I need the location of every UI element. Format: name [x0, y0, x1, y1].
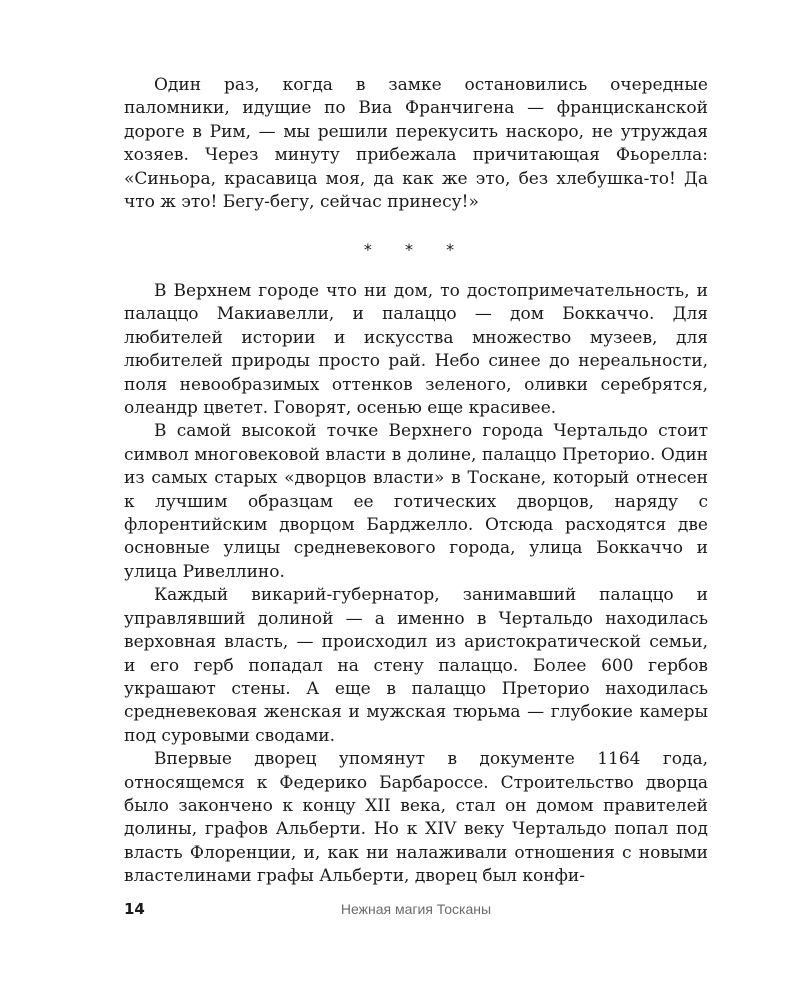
paragraph-history: Впервые дворец упомянут в документе 1164 года, относящемся к Федерико Барбароссе. Строительство дворца было закончено к концу XII века, стал он домом правителей долины, графов Альберти. Но к XIV веку Чертальдо попал под власть Флоренции, и, как ни налаживали отношения с новыми властелинами графы Альберти, дворец был конфи- — [124, 749, 708, 887]
section-separator: * * * — [363, 240, 469, 259]
paragraph-vicars: Каждый викарий-губернатор, занимавший палаццо и управлявший долиной — а именно в Чертальдо находилась верховная власть, — происходил из аристократической семьи, и его герб попадал на стену палаццо. Более 600 гербов украшают стены. А еще в палаццо Преторио находилась средневековая женская и мужская тюрьма — глубокие камеры под суровыми сводами. — [124, 585, 708, 746]
running-footer-title: Нежная магия Тосканы — [340, 901, 492, 917]
top-text-block — [124, 74, 708, 214]
paragraph-palazzo-pretorio: В самой высокой точке Верхнего города Чертальдо стоит символ многовековой власти в долине, палаццо Преторио. Один из самых старых «дворцов власти» в Тоскане, который отнесен к лучшим образцам ее готических дворцов, наряду с флорентийским дворцом Барджелло. Отсюда расходятся две основные улицы средневекового города, улица Боккаччо и улица Ривеллино. — [124, 421, 708, 582]
main-text-block — [124, 280, 708, 889]
paragraph-upper-town: В Верхнем городе что ни дом, то достопримечательность, и палаццо Макиавелли, и палаццо — дом Боккаччо. Для любителей истории и искусства множество музеев, для любителей природы просто рай. Небо синее до нереальности, поля невообразимых оттенков зеленого, оливки серебрятся, олеандр цветет. Говорят, осенью еще красивее. — [124, 281, 708, 419]
paragraph-pilgrims: Один раз, когда в замке остановились очередные паломники, идущие по Виа Франчигена — францисканской дороге в Рим, — мы решили перекусить наскоро, не утруждая хозяев. Через минуту прибежала причитающая Фьорелла: «Синьора, красавица моя, да как же это, без хлебушка-то! Да что ж это! Бегу-бегу, сейчас принесу!» — [124, 75, 708, 213]
page-number: 14 — [124, 900, 145, 918]
